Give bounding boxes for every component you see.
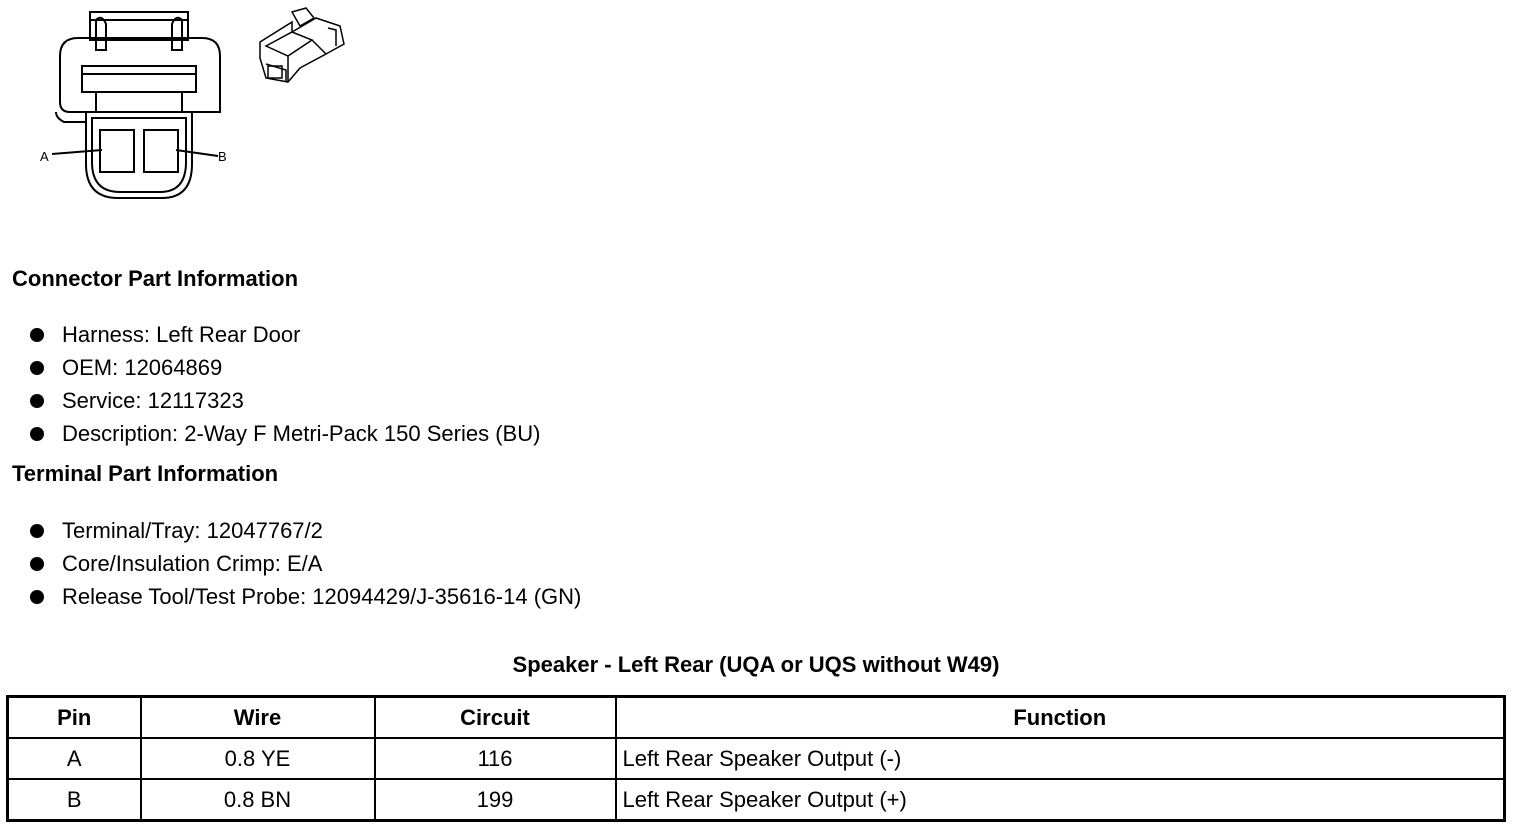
function-cell: Left Rear Speaker Output (-) <box>616 738 1505 779</box>
table-row <box>8 738 1505 779</box>
connector-info-list <box>30 318 540 450</box>
list-item: Harness: Left Rear Door <box>30 318 540 351</box>
wire-cell: 0.8 BN <box>141 779 375 821</box>
pin-cell: A <box>8 738 141 779</box>
bullet-icon <box>30 557 44 571</box>
pinout-table <box>6 695 1506 822</box>
function-cell: Left Rear Speaker Output (+) <box>616 779 1505 821</box>
column-header-function: Function <box>616 697 1505 739</box>
list-item: Release Tool/Test Probe: 12094429/J-35616-14 (GN) <box>30 580 581 613</box>
terminal-info-heading: Terminal Part Information <box>12 461 279 486</box>
bullet-icon <box>30 361 44 375</box>
connector-diagram <box>30 4 360 209</box>
bullet-icon <box>30 427 44 441</box>
bullet-icon <box>30 590 44 604</box>
table-title: Speaker - Left Rear (UQA or UQS without W49) <box>512 652 1000 677</box>
terminal-info-list <box>30 514 581 613</box>
list-item: OEM: 12064869 <box>30 351 540 384</box>
column-header-wire: Wire <box>141 697 375 739</box>
bullet-icon <box>30 328 44 342</box>
list-item: Core/Insulation Crimp: E/A <box>30 547 581 580</box>
connector-info-heading: Connector Part Information <box>12 266 299 291</box>
table-row <box>8 779 1505 821</box>
connector-isometric-view <box>260 8 344 82</box>
pin-b-label: B <box>218 149 227 164</box>
bullet-icon <box>30 394 44 408</box>
list-item: Terminal/Tray: 12047767/2 <box>30 514 581 547</box>
circuit-cell: 199 <box>375 779 616 821</box>
list-item: Service: 12117323 <box>30 384 540 417</box>
list-item: Description: 2-Way F Metri-Pack 150 Series (BU) <box>30 417 540 450</box>
pin-a-label: A <box>40 149 49 164</box>
connector-face-view <box>52 12 220 198</box>
bullet-icon <box>30 524 44 538</box>
table-header-row <box>8 697 1505 739</box>
column-header-pin: Pin <box>8 697 141 739</box>
column-header-circuit: Circuit <box>375 697 616 739</box>
pin-cell: B <box>8 779 141 821</box>
wire-cell: 0.8 YE <box>141 738 375 779</box>
circuit-cell: 116 <box>375 738 616 779</box>
